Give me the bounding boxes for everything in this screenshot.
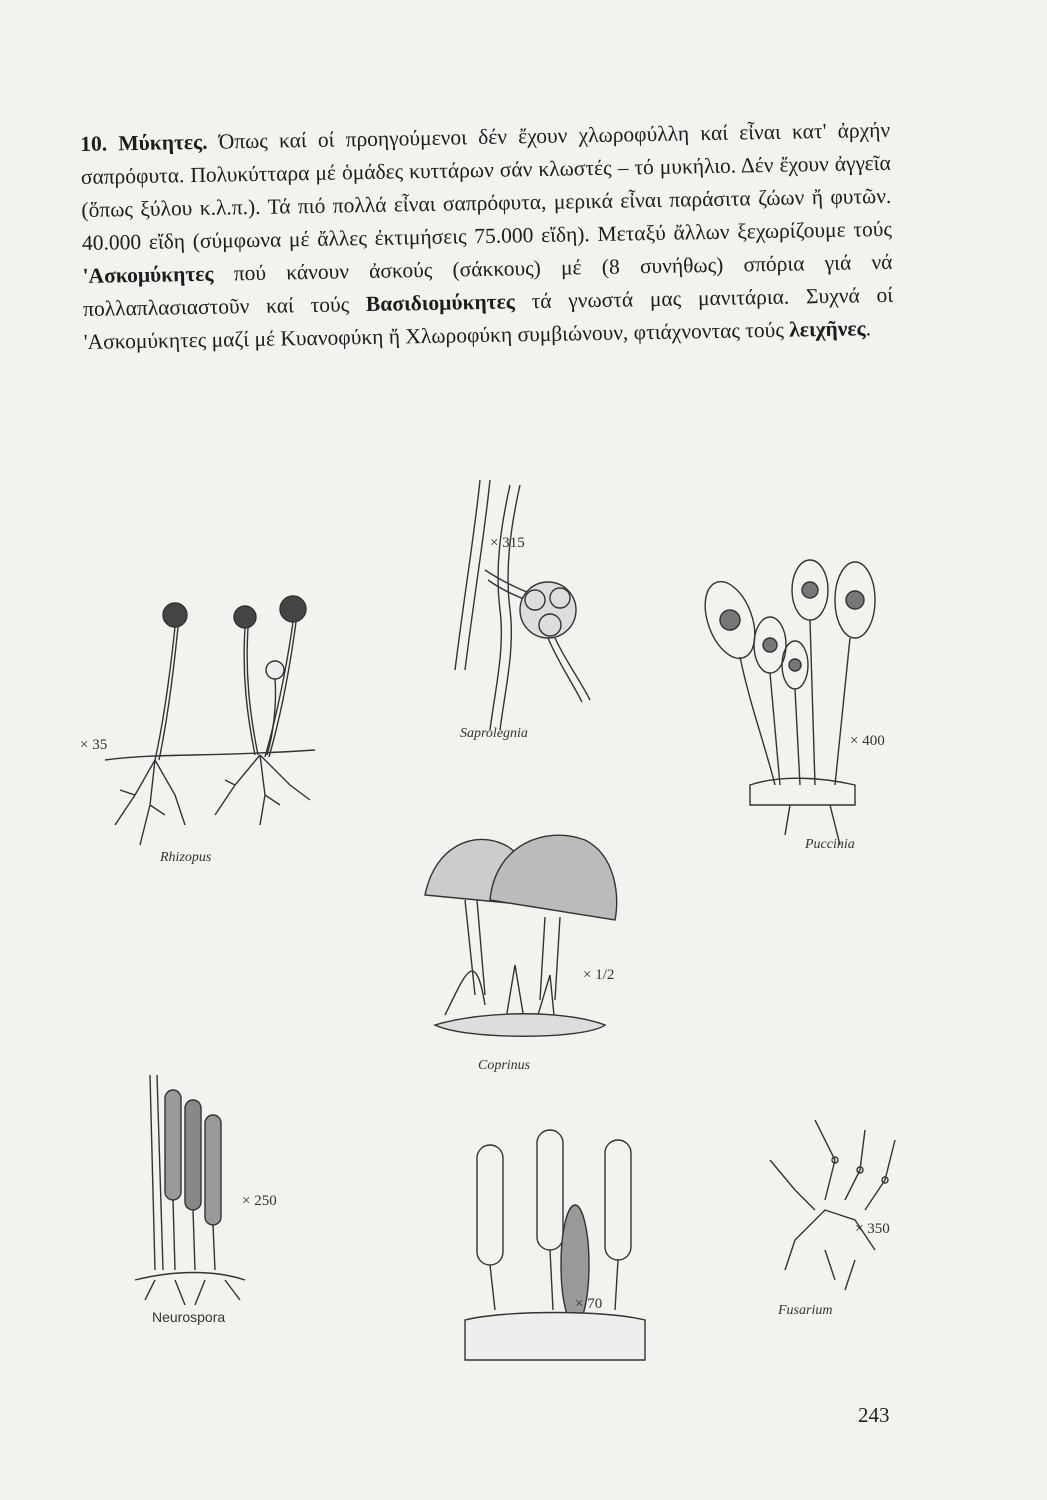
puccinia-label: Puccinia <box>805 837 855 852</box>
text-part-3: τά γνωστά μας μανιτάρια. Συχνά οί 'Ασκομύκητες μαζί μέ Κυανοφύκη ἤ Χλωροφύκη συμβιώνουν, φτιάχνοντας τούς <box>83 282 894 354</box>
term-lichens: λειχῆνες <box>789 316 866 342</box>
term-basidiomycetes: Βασιδιομύκητες <box>365 289 516 317</box>
fusarium-illustration <box>765 1110 945 1318</box>
coprinus-magnification: × 1/2 <box>583 967 615 983</box>
neurospora-magnification: × 250 <box>242 1193 277 1209</box>
neurospora-label: Neurospora <box>152 1309 226 1325</box>
page-number: 243 <box>858 1403 890 1427</box>
rhizopus-illustration <box>80 585 335 875</box>
section-number: 10. <box>80 131 108 156</box>
puccinia-magnification: × 400 <box>850 733 885 749</box>
section-heading: Μύκητες. <box>118 129 208 156</box>
saprolegnia-label: Saprolegnia <box>460 726 528 741</box>
text-part-2: πού κάνουν ἀσκούς (σάκκους) μέ (8 συνήθως) σπόρια γιά νά πολλαπλασιαστοῦν καί τούς <box>82 249 893 321</box>
saprolegnia-illustration <box>440 470 600 740</box>
fusarium-magnification: × 350 <box>855 1221 890 1237</box>
ascus-magnification: × 70 <box>575 1296 603 1312</box>
text-part-1: Όπως καί οί προηγούμενοι δέν ἔχουν χλωροφύλλη καί εἶναι κατ' ἀρχήν σαπρόφυτα. Πολυκύτταρα μέ ὁμάδες κυττάρων σάν κλωστές – τό μυκήλιο. Δέν ἔχουν ἀγγεῖα (ὅπως ξύλου κ.λ.π.). Τά πιό πολλά εἶναι σαπρόφυτα, μερικά εἶναι παράσιτα ζώων ἤ φυτῶν. 40.000 εἴδη (σύμφωνα μέ ἄλλες ἐκτιμήσεις 75.000 εἴδη). Μεταξύ ἄλλων ξεχωρίζουμε τούς <box>80 117 893 255</box>
body-paragraph <box>80 114 894 359</box>
coprinus-label: Coprinus <box>478 1058 531 1073</box>
puccinia-illustration <box>690 545 890 855</box>
saprolegnia-magnification: × 315 <box>490 535 525 551</box>
fusarium-label: Fusarium <box>778 1303 833 1318</box>
coprinus-illustration <box>415 825 645 1075</box>
term-ascomycetes: 'Ασκομύκητες <box>82 261 214 288</box>
rhizopus-label: Rhizopus <box>160 850 212 865</box>
ascus-illustration <box>455 1125 655 1370</box>
text-part-4: . <box>865 316 872 341</box>
neurospora-illustration <box>115 1070 315 1330</box>
rhizopus-magnification: × 35 <box>80 737 108 753</box>
